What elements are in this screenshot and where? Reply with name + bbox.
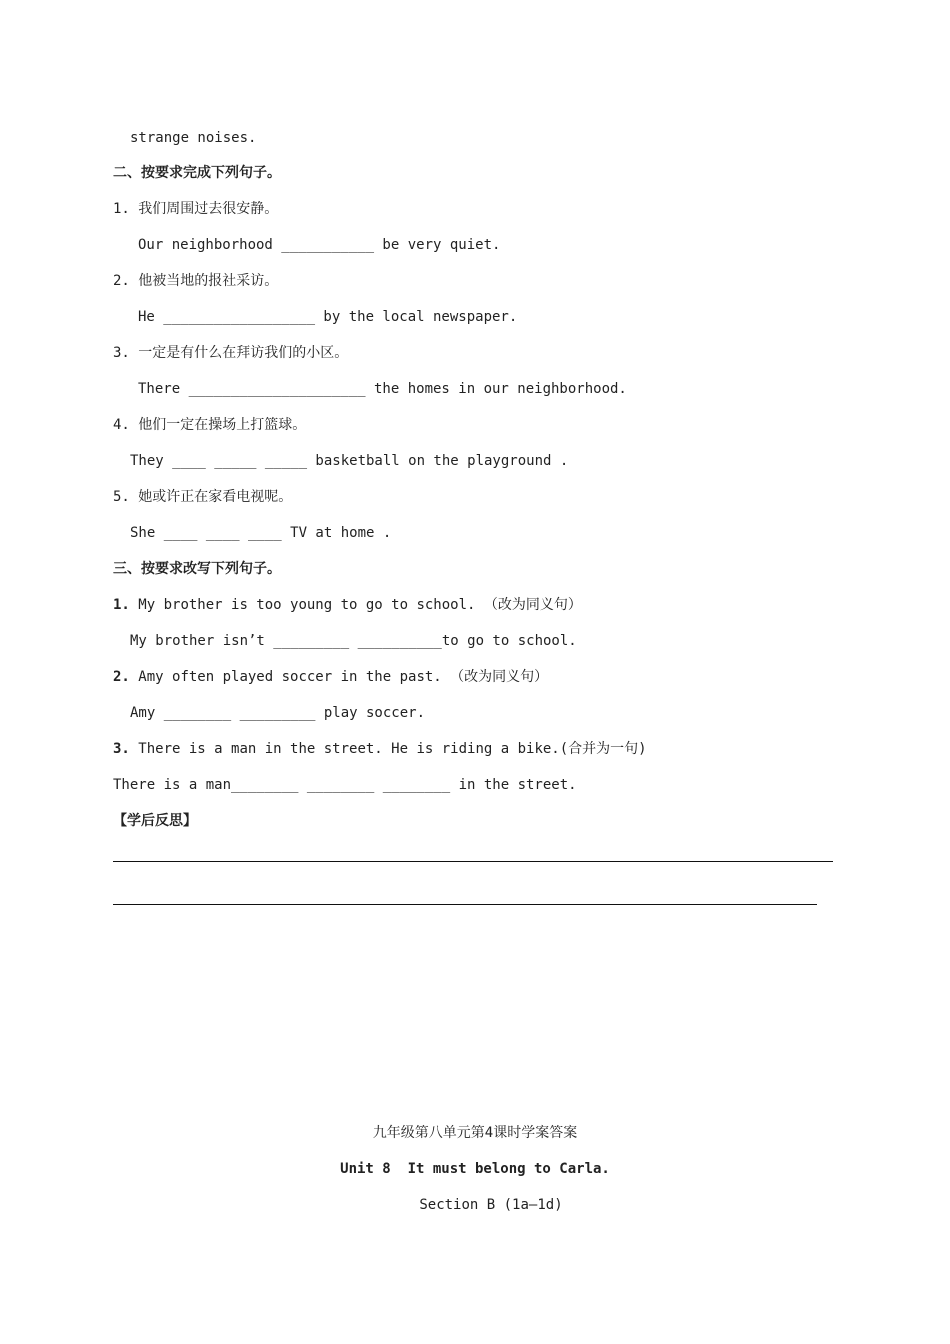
question-2-chinese: 2. 他被当地的报社采访。 <box>113 273 279 289</box>
answer-key-title: 九年级第八单元第4课时学案答案 <box>372 1125 578 1141</box>
rewrite-1-answer: My brother isn’t _________ __________to go to school. <box>130 633 577 649</box>
rewrite-2-number: 2. <box>113 669 130 685</box>
rewrite-3-prompt: There is a man in the street. He is riding a bike.(合并为一句) <box>138 741 647 757</box>
rewrite-2 <box>113 667 548 687</box>
reflection-line-1 <box>113 861 833 862</box>
section-title: Section B (1a—1d) <box>419 1197 563 1213</box>
rewrite-1-number: 1. <box>113 597 130 613</box>
reflection-line-2 <box>113 904 817 905</box>
unit-title: Unit 8 It must belong to Carla. <box>340 1161 610 1177</box>
question-2-english: He __________________ by the local newspaper. <box>138 309 518 325</box>
reflection-heading: 【学后反思】 <box>113 813 197 829</box>
rewrite-1-prompt: My brother is too young to go to school. （改为同义句） <box>138 597 582 613</box>
question-5-english: She ____ ____ ____ TV at home . <box>130 525 392 541</box>
question-4-english: They ____ _____ _____ basketball on the playground . <box>130 453 569 469</box>
question-4-chinese: 4. 他们一定在操场上打篮球。 <box>113 417 307 433</box>
section-3-title: 三、按要求改写下列句子。 <box>113 561 281 577</box>
rewrite-2-prompt: Amy often played soccer in the past. （改为同义句） <box>138 669 549 685</box>
question-3-chinese: 3. 一定是有什么在拜访我们的小区。 <box>113 345 349 361</box>
rewrite-2-answer: Amy ________ _________ play soccer. <box>130 705 426 721</box>
question-3-english: There _____________________ the homes in our neighborhood. <box>138 381 627 397</box>
question-5-chinese: 5. 她或许正在家看电视呢。 <box>113 489 293 505</box>
rewrite-3-number: 3. <box>113 741 130 757</box>
rewrite-3 <box>113 739 647 759</box>
rewrite-3-answer: There is a man________ ________ ________ in the street. <box>113 777 577 793</box>
question-1-chinese: 1. 我们周围过去很安静。 <box>113 201 279 217</box>
continued-sentence: strange noises. <box>130 130 257 146</box>
question-1-english: Our neighborhood ___________ be very quiet. <box>138 237 501 253</box>
section-2-title: 二、按要求完成下列句子。 <box>113 165 281 181</box>
rewrite-1 <box>113 595 582 615</box>
